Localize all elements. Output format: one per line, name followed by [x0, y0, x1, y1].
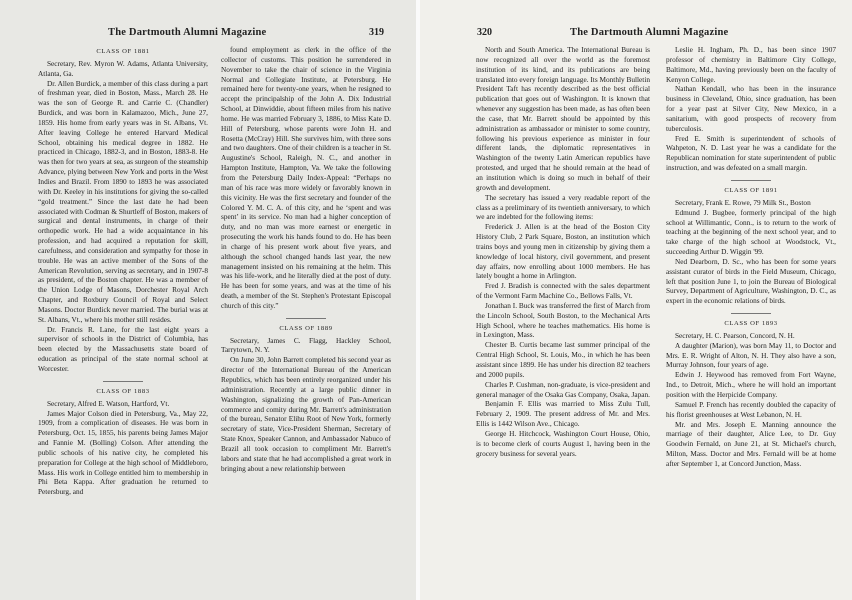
- paragraph: found employment as clerk in the office of the collector of customs. This position he surrendered in November to take the chair of science in the Virginia Normal and Collegiate Institute, at Petersburg. He remained here for twenty-one years, when he resigned to accept the principalship of the John A. Dix Industrial School, at Dinwiddie, about fifteen miles from his native home. He was married February 3, 1886, to Miss Kate D. Hill of Petersburg, whose parents were John H. and Rosetta (McCray) Hill. She survives him, with three sons and two daughters. One of their children is a teacher in St. Augustine's School, Raleigh, N. C., and another in Hampton Institute, Hampton, Va. We take the following from the Petersburg Daily Index-Appeal: “Perhaps no man of his race was more widely or favorably known in this vicinity. He was the first secretary and founder of the Colored Y. M. C. A. of this city, and he ‘spent and was spent’ in its service. No man had a higher conception of duty, and no man was more earnest or energetic in prosecuting the work his hands found to do. He has been in charge of his present work about five years, and although the school changed hands last year, the new management insisted on his remaining at the helm. This was his life-work, and he literally died at the post of duty. He has been for some years, and was at the time of his death, a member of the St. Stephen's Protestant Episcopal church of this city.”: [221, 45, 391, 310]
- section-divider: [731, 180, 771, 181]
- paragraph: Secretary, James C. Flagg, Hackley School, Tarrytown, N. Y.: [221, 335, 391, 355]
- left-running-header: The Dartmouth Alumni Magazine: [108, 27, 267, 38]
- paragraph: Nathan Kendall, who has been in the insurance business in Cleveland, Ohio, since graduation, has been for a year past at Silver City, New Mexico, in a sanitarium, with good prospects of recovery from tuberculosis.: [666, 84, 836, 133]
- paragraph: Secretary, Alfred E. Watson, Hartford, Vt.: [47, 398, 170, 408]
- class-heading: CLASS OF 1893: [724, 320, 778, 328]
- left-page: [0, 0, 416, 600]
- section-divider: [103, 381, 143, 382]
- paragraph: Edwin J. Heywood has removed from Fort Wayne, Ind., to Detroit, Mich., where he will hold an important position with the Herpicide Company.: [666, 370, 836, 399]
- class-heading: CLASS OF 1889: [279, 324, 333, 332]
- right-column-1: [476, 45, 650, 596]
- section-divider: [731, 313, 771, 314]
- paragraph: Secretary, Frank E. Rowe, 79 Milk St., Boston: [675, 197, 811, 207]
- paragraph: The secretary has issued a very readable report of the class as a preliminary of its twentieth anniversary, to which we are indebted for the following items:: [476, 192, 650, 222]
- paragraph: Samuel P. French has recently doubled the capacity of his florist greenhouses at West Lebanon, N. H.: [666, 399, 836, 419]
- paragraph: Chester B. Curtis became last summer principal of the Central High School, St. Louis, Mo., in which he has been assistant since 1899. He has under his direction 82 teachers and 2000 pupils.: [476, 340, 650, 379]
- paragraph: Fred J. Bradish is connected with the sales department of the Vermont Farm Machine Co., Bellows Falls, Vt.: [476, 281, 650, 301]
- right-page-number: 320: [477, 27, 492, 38]
- paragraph: Dr. Francis R. Lane, for the last eight years a supervisor of schools in the District of Columbia, has been elected by the Massachusetts state board of education as principal of the state normal school at Worcester.: [38, 324, 208, 373]
- paragraph: A daughter (Marion), was born May 11, to Doctor and Mrs. E. R. Wright of Alton, N. H. They also have a son, Murray Johnson, four years of age.: [666, 340, 836, 370]
- paragraph: Leslie H. Ingham, Ph. D., has been since 1907 professor of chemistry in Baltimore City College, Baltimore, Md., having previously been on the faculty of Kenyon College.: [666, 45, 836, 84]
- class-heading: CLASS OF 1883: [96, 387, 150, 395]
- paragraph: Edmund J. Bugbee, formerly principal of the high school at Willimantic, Conn., is to return to the work of teaching at the beginning of the next school year, and to take charge of the high school at Woodstock, Vt., succeeding Arthur D. Wiggin '99.: [666, 207, 836, 257]
- paragraph: Benjamin F. Ellis was married to Miss Zulu Tull, February 2, 1909. The present address of Mr. and Mrs. Ellis is 1442 Wilson Ave., Chicago.: [476, 399, 650, 429]
- paragraph: George H. Hitchcock, Washington Court House, Ohio, is to become clerk of courts August 1, having been in the grocery business for several years.: [476, 428, 650, 458]
- paragraph: Frederick J. Allen is at the head of the Boston City History Club, 2 Park Square, Boston, an institution which trains boys and young men in citizenship by giving them a knowledge of local history, civil government, and present day affairs, now enrolling about 1000 members. He has lately bought a home in Arlington.: [476, 222, 650, 281]
- paragraph: On June 30, John Barrett completed his second year as director of the International Bureau of the American Republics, which has been entirely reorganized under his administration. Recently at a large public dinner in Washington, signalizing the growth of Pan-American commerce and comity during Mr. Barrett's administration of the bureau, Senator Elihu Root of New York, formerly secretary of state, Vice-President Sherman, Secretary of State Knox, Speaker Cannon, and Ambassador Nabuco of Brazil all took occasion to compliment Mr. Barrett's labors and state that he had accomplished a great work in bringing about a new relationship between: [221, 355, 391, 473]
- left-page-number: 319: [369, 27, 384, 38]
- right-column-2: [666, 45, 836, 596]
- class-heading: CLASS OF 1881: [96, 48, 150, 55]
- left-column-1: [38, 45, 208, 596]
- left-column-2: [221, 45, 391, 596]
- class-heading: CLASS OF 1891: [724, 186, 778, 194]
- section-divider: [286, 318, 326, 319]
- paragraph: Ned Dearborn, D. Sc., who has been for some years assistant curator of birds in the Field Museum, Chicago, left that position June 1, to join the Bureau of Biological Survey, Department of Agriculture, Washington, D. C., as expert in the economic relations of birds.: [666, 256, 836, 306]
- right-page: [420, 0, 852, 600]
- paragraph: Charles P. Cushman, non-graduate, is vice-president and general manager of the Osaka Gas Company, Osaka, Japan.: [476, 379, 650, 399]
- paragraph: North and South America. The International Bureau is now recognized all over the world as the foremost institution of its kind, and its publications are being translated into every foreign language. Its Monthly Bulletin President Taft has recently described as the best official publication that goes out of Washington. It is known that whenever any suggestion has been made, as has often been the case, that Mr. Barrett should be appointed by this administration as ambassador or minister to some country, following his previous experience as minister in four different lands, the diplomatic representatives in Washington of the twenty Latin American republics have protested, and urged that he should remain at the head of an institution which is doing so much in behalf of their growth and development.: [476, 45, 650, 192]
- paragraph: Secretary, Rev. Myron W. Adams, Atlanta University, Atlanta, Ga.: [38, 58, 208, 78]
- paragraph: Mr. and Mrs. Joseph E. Manning announce the marriage of their daughter, Alice Lee, to Dr. Guy Goodwin Fernald, on June 21, at St. Michael's church, Milton, Mass. Doctor and Mrs. Fernald will be at home after September 1, at Concord Junction, Mass.: [666, 419, 836, 468]
- paragraph: Jonathan I. Buck was transferred the first of March from the Lincoln School, South Boston, to the Mechanical Arts High School, where he teaches mathematics. His home is in Lexington, Mass.: [476, 300, 650, 340]
- paragraph: James Major Colson died in Petersburg, Va., May 22, 1909, from a complication of diseases. He was born in Petersburg, Oct. 15, 1855, his parents being James Major and Fannie M. (Bolling) Colson. After attending the public schools of his native city, he completed his preparation for College at the high school of Middleboro, Mass. His work in College entitled him to membership in Phi Beta Kappa. After graduation he returned to Petersburg, and: [38, 408, 208, 497]
- paragraph: Secretary, H. C. Pearson, Concord, N. H.: [675, 330, 795, 340]
- paragraph: Fred E. Smith is superintendent of schools of Wahpeton, N. D. Last year he was a candidate for the Republican nomination for state superintendent of public instruction, and was defeated on a small margin.: [666, 133, 836, 173]
- paragraph: Dr. Allen Burdick, a member of this class during a part of freshman year, died in Boston, Mass., March 28. He was the son of George R. and Carrie C. (Chandler) Burdick, and was born in Kalamazoo, Mich., June 27, 1859. His home from early years was in St. Albans, Vt. After leaving College he entered Harvard Medical School, obtaining his medical degree in 1882. He practiced in Chicago, 1882-3, and in Boston, 1883-8. He was then for two years at sea, as surgeon of the steamship Advance, plying between New York and ports in the West Indies and Brazil. From 1890 to 1893 he was associated with Dr. Keeley in his institutions for giving the so-called “gold treatment.” Since the last date he had been associated with Codman & Shurtleff of Boston, makers of surgical and dental instruments, in charge of their orthopedic work. He had a wide acquaintance in his profession, and had acquired a reputation for skill, carefulness, and consideration and sympathy for those in trouble. He was an active member of the Sons of the American Revolution, serving as secretary, and in 1907-8 as president, of the Boston chapter. He was a member of the Union Lodge of Masons, Dorchester Royal Arch Chapter, and Roxbury Council of Royal and Select Masons. Doctor Burdick never married. The burial was at St. Albans, Vt., where his mother still resides.: [38, 78, 208, 324]
- right-running-header: The Dartmouth Alumni Magazine: [570, 27, 729, 38]
